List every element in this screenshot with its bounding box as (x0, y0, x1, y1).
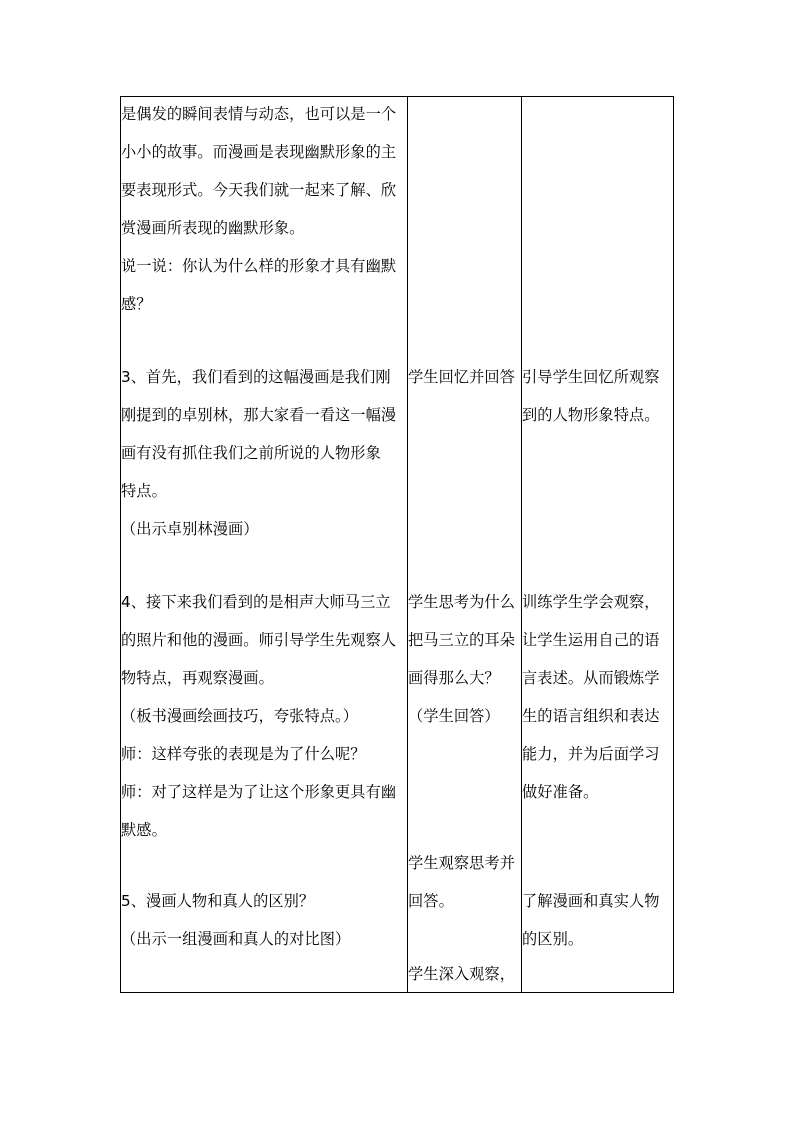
col2-text-line: 学生回忆并回答 (408, 368, 516, 386)
col2-text-line: 画得那么大？ (408, 669, 500, 687)
col1-text-line: 刚提到的卓别林，那大家看一看这一幅漫 (121, 406, 397, 424)
col2-text-line: 把马三立的耳朵 (408, 631, 516, 649)
col3-text-line: 生的语言组织和表达 (522, 707, 660, 725)
col1-text-line: 默感。 (121, 821, 167, 839)
col3-text-line: 能力，并为后面学习 (522, 745, 660, 763)
col1-text-line: 师：这样夸张的表现是为了什么呢？ (121, 745, 366, 763)
col1-text-line: 感？ (121, 295, 152, 313)
teacher-activity-column (121, 97, 407, 992)
col1-text-line: 是偶发的瞬间表情与动态，也可以是一个 (121, 105, 397, 123)
col2-text-line: 学生观察思考并 (408, 854, 516, 872)
col1-text-line: （出示卓别林漫画） (121, 520, 259, 538)
col2-text-line: 学生深入观察， (408, 965, 516, 983)
col2-text-line: （学生回答） (408, 707, 500, 725)
col3-text-line: 做好准备。 (522, 783, 599, 801)
col1-text-line: 特点。 (121, 482, 167, 500)
col1-text-line: 3、首先，我们看到的这幅漫画是我们刚 (121, 368, 391, 386)
col1-text-line: 赏漫画所表现的幽默形象。 (121, 219, 305, 237)
col3-text-line: 引导学生回忆所观察 (522, 368, 660, 386)
col1-text-line: 说一说：你认为什么样的形象才具有幽默 (121, 257, 397, 275)
lesson-plan-table (120, 96, 674, 993)
col1-text-line: 师：对了这样是为了让这个形象更具有幽 (121, 783, 397, 801)
col1-text-line: （板书漫画绘画技巧，夸张特点。） (121, 707, 358, 725)
col1-text-line: 物特点，再观察漫画。 (121, 669, 274, 687)
col1-text-line: 画有没有抓住我们之前所说的人物形象 (121, 444, 381, 462)
col1-text-line: 的照片和他的漫画。师引导学生先观察人 (121, 631, 397, 649)
col1-text-line: 要表现形式。今天我们就一起来了解、欣 (121, 181, 397, 199)
col1-text-line: 5、漫画人物和真人的区别？ (121, 892, 315, 910)
col3-text-line: 训练学生学会观察， (522, 593, 660, 611)
col1-text-line: （出示一组漫画和真人的对比图） (121, 930, 351, 948)
col2-text-line: 学生思考为什么 (408, 593, 516, 611)
student-activity-column (408, 97, 520, 992)
col1-text-line: 小小的故事。而漫画是表现幽默形象的主 (121, 143, 397, 161)
col1-text-line: 4、接下来我们看到的是相声大师马三立 (121, 593, 391, 611)
col3-text-line: 的区别。 (522, 930, 584, 948)
col3-text-line: 言表述。从而锻炼学 (522, 669, 660, 687)
col3-text-line: 让学生运用自己的语 (522, 631, 660, 649)
design-intent-column (522, 97, 674, 992)
col3-text-line: 了解漫画和真实人物 (522, 892, 660, 910)
col2-text-line: 回答。 (408, 892, 454, 910)
col3-text-line: 到的人物形象特点。 (522, 406, 660, 424)
